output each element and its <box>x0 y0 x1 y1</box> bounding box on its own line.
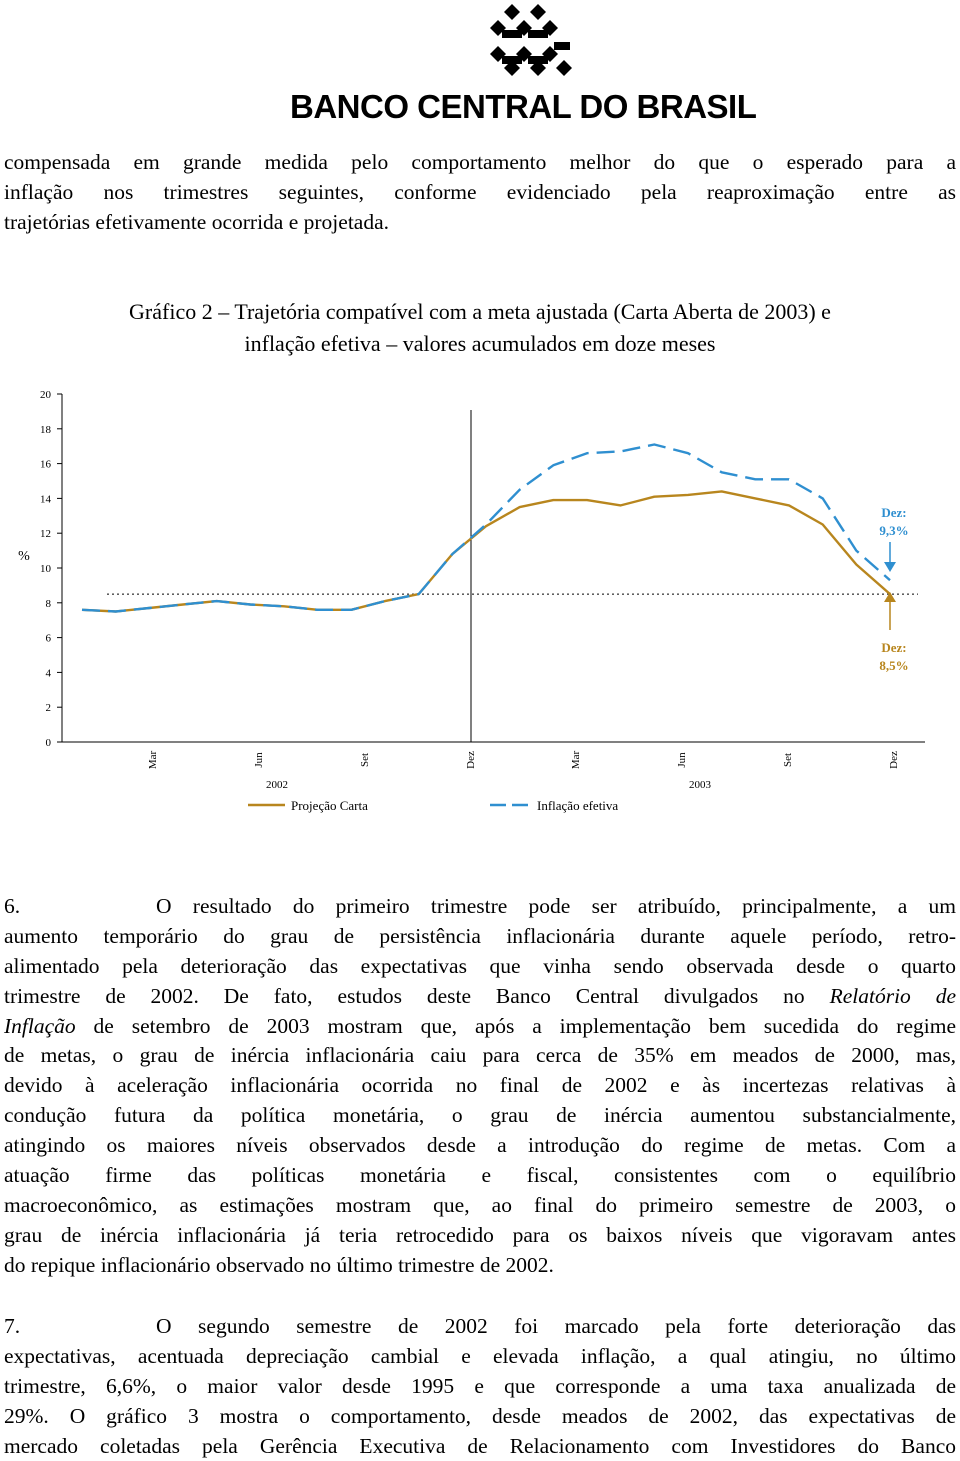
text-line <box>4 982 956 1012</box>
legend-label: Projeção Carta <box>291 798 368 813</box>
annotation-label: Dez: <box>881 640 907 655</box>
y-tick-label: 6 <box>45 632 51 645</box>
y-tick-label: 2 <box>45 702 51 715</box>
text-line: macroeconômico, as estimações mostram que, ao final do primeiro semestre de 2003, o <box>4 1192 956 1217</box>
text-line: trajetórias efetivamente ocorrida e projetada. <box>4 209 390 234</box>
text-line-content: trimestre de 2002. De fato, estudos deste Banco Central divulgados no <box>4 983 830 1008</box>
y-tick-label: 0 <box>45 737 51 749</box>
text-line: 29%. O gráfico 3 mostra o comportamento, desde meados de 2002, das expectativas de <box>4 1403 956 1428</box>
year-label: 2003 <box>689 779 711 791</box>
chart-canvas <box>0 380 960 830</box>
y-tick-label: 20 <box>40 389 51 401</box>
report-title-italic: Inflação <box>4 1013 76 1038</box>
text-line: condução futura da política monetária, o grau de inércia aumentou substancialmente, <box>4 1103 956 1128</box>
text-line: de metas, o grau de inércia inflacionária caiu para cerca de 35% em meados de 2000, mas, <box>4 1043 956 1068</box>
y-tick-label: 8 <box>45 597 51 610</box>
paragraph-number: 6. <box>4 894 21 918</box>
text-line: devido à aceleração inflacionária ocorrida no final de 2002 e às incertezas relativas à <box>4 1073 956 1098</box>
text-line-content: O resultado do primeiro trimestre pode ser atribuído, principalmente, a um <box>156 894 956 918</box>
paragraph-7 <box>4 1312 956 1461</box>
x-tick-label: Jun <box>676 752 688 768</box>
arrow-down-icon <box>884 562 896 572</box>
x-tick-label: Mar <box>147 750 159 770</box>
text-line: atingindo os maiores níveis observados desde a introdução do regime de metas. Com a <box>4 1133 956 1158</box>
text-line: aumento temporário do grau de persistência inflacionária durante aquele período, retro- <box>4 923 956 948</box>
paragraph-number: 7. <box>4 1314 21 1338</box>
text-line-content: de setembro de 2003 mostram que, após a implementação bem sucedida do regime <box>75 1013 956 1038</box>
y-tick-label: 10 <box>40 563 51 575</box>
y-tick-label: 4 <box>45 667 51 680</box>
text-line <box>4 1312 956 1342</box>
annotation-label: 9,3% <box>879 523 909 538</box>
inflation-chart <box>0 380 960 830</box>
y-tick-label: 16 <box>40 458 51 471</box>
x-tick-label: Set <box>359 752 371 768</box>
figure-title-line: Gráfico 2 – Trajetória compatível com a meta ajustada (Carta Aberta de 2003) e <box>129 299 831 324</box>
text-line: expectativas, acentuada depreciação cambial e elevada inflação, a qual atingiu, no último <box>4 1343 956 1368</box>
series-line-inflacao <box>82 445 890 612</box>
paragraph-6 <box>4 892 956 1281</box>
text-line: alimentado pela deterioração das expectativas que vinha sendo observada desde o quarto <box>4 953 956 978</box>
y-tick-label: 12 <box>40 528 51 541</box>
bcb-logo-icon <box>490 2 580 90</box>
text-line-content: O segundo semestre de 2002 foi marcado pela forte deterioração das <box>156 1314 956 1338</box>
y-axis-label: % <box>18 549 30 564</box>
figure-title <box>0 296 960 360</box>
intro-paragraph <box>4 148 956 238</box>
text-line: inflação nos trimestres seguintes, conforme evidenciado pela reaproximação entre as <box>4 179 956 204</box>
text-line <box>4 892 956 922</box>
bank-name: BANCO CENTRAL DO BRASIL <box>290 88 757 125</box>
x-tick-label: Jun <box>253 752 265 768</box>
text-line: atuação firme das políticas monetária e fiscal, consistentes com o equilíbrio <box>4 1163 956 1188</box>
annotation-label: Dez: <box>881 505 907 520</box>
x-tick-label: Mar <box>570 750 582 770</box>
x-tick-label: Dez <box>465 751 477 769</box>
text-line: grau de inércia inflacionária já teria retrocedido para os baixos níveis que vigoravam antes <box>4 1222 956 1247</box>
series-line-projecao <box>82 491 890 611</box>
report-title-italic: Relatório de <box>829 983 956 1008</box>
page-header <box>290 0 775 130</box>
y-tick-label: 14 <box>40 493 51 506</box>
year-label: 2002 <box>266 779 288 791</box>
legend-label: Inflação efetiva <box>537 798 619 813</box>
text-line <box>4 1012 956 1042</box>
y-tick-label: 18 <box>40 423 51 436</box>
text-line: do repique inflacionário observado no último trimestre de 2002. <box>4 1252 554 1277</box>
text-line: mercado coletadas pela Gerência Executiva de Relacionamento com Investidores do Banco <box>4 1433 956 1458</box>
figure-title-line: inflação efetiva – valores acumulados em doze meses <box>244 331 716 356</box>
text-line: compensada em grande medida pelo comportamento melhor do que o esperado para a <box>4 150 956 174</box>
arrow-up-icon <box>884 592 896 602</box>
x-tick-label: Set <box>782 752 794 768</box>
annotation-label: 8,5% <box>879 658 909 673</box>
text-line: trimestre, 6,6%, o maior valor desde 1995 e que corresponde a uma taxa anualizada de <box>4 1373 956 1398</box>
x-tick-label: Dez <box>888 751 900 769</box>
